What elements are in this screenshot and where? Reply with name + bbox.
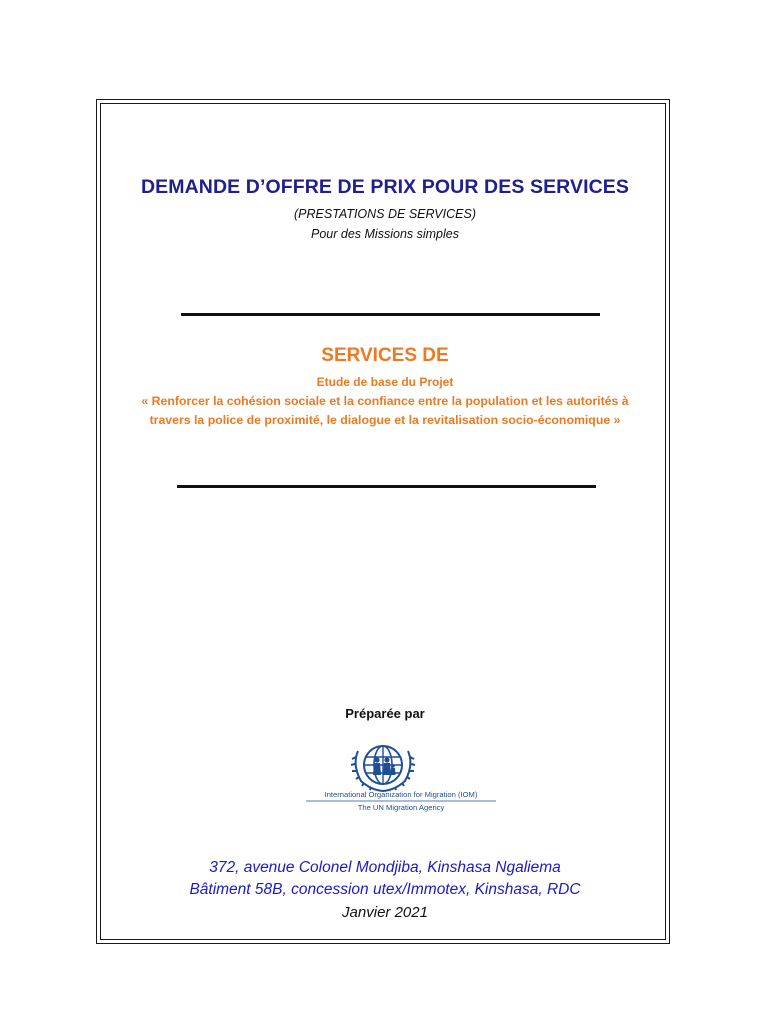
project-title-line-1: « Renforcer la cohésion sociale et la confiance entre la population et les autorités à bbox=[141, 394, 629, 408]
iom-logo-org-name: International Organization for Migration (IOM) bbox=[324, 790, 478, 799]
divider-top bbox=[181, 313, 600, 316]
address-line-1: 372, avenue Colonel Mondjiba, Kinshasa Ngaliema bbox=[209, 859, 561, 876]
iom-logo-tagline: The UN Migration Agency bbox=[357, 803, 445, 812]
document-subtitle: (PRESTATIONS DE SERVICES) bbox=[294, 207, 476, 221]
document-title: DEMANDE D’OFFRE DE PRIX POUR DES SERVICES bbox=[140, 176, 630, 198]
services-heading: SERVICES DE bbox=[321, 345, 449, 366]
etude-line: Etude de base du Projet bbox=[316, 375, 454, 389]
project-title-line-2: travers la police de proximité, le dialogue et la revitalisation socio-économique » bbox=[149, 413, 621, 427]
document-subtitle-missions: Pour des Missions simples bbox=[311, 227, 459, 241]
divider-bottom bbox=[177, 485, 596, 488]
page-border bbox=[96, 99, 670, 944]
document-date: Janvier 2021 bbox=[342, 904, 428, 921]
iom-logo bbox=[296, 736, 506, 816]
address-line-2: Bâtiment 58B, concession utex/Immotex, Kinshasa, RDC bbox=[189, 881, 581, 898]
prepared-by-label: Préparée par bbox=[345, 706, 425, 721]
